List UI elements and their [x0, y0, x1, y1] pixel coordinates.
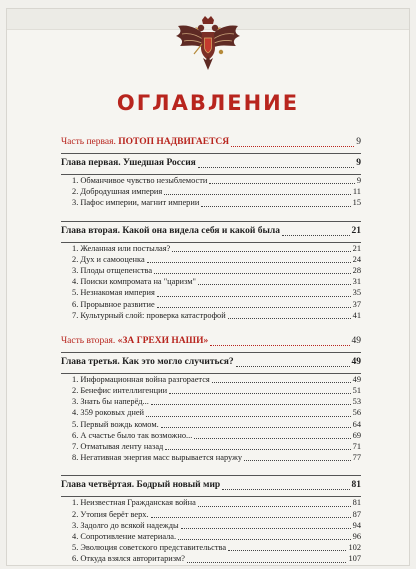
leader-dots [172, 250, 350, 252]
toc-item[interactable] [61, 198, 361, 209]
page-title: ОГЛАВЛЕНИЕ [116, 91, 300, 115]
toc-item[interactable] [61, 300, 361, 311]
item-label: 6. А счастье было так возможно... [72, 430, 193, 440]
page-number: 49 [351, 356, 361, 367]
leader-dots [187, 561, 346, 563]
page-number: 9 [356, 158, 361, 168]
item-label: 1. Желанная или постылая? [72, 243, 171, 253]
item-label: 3. Плоды отщепенства [72, 265, 153, 275]
item-label: 1. Информационная война разгорается [72, 374, 210, 384]
leader-dots [146, 415, 351, 417]
chapter-title: Глава четвёртая. Бодрый новый мир [61, 480, 221, 491]
toc-chapter[interactable] [61, 357, 361, 370]
page [6, 8, 410, 566]
toc-item[interactable] [61, 543, 361, 554]
double-headed-eagle-icon [172, 14, 244, 76]
leader-dots [178, 538, 351, 540]
page-number: 28 [352, 265, 361, 275]
chapter-rule [61, 242, 361, 243]
chapter-title: Глава первая. Ушедшая Россия [61, 158, 196, 168]
toc-chapter[interactable] [61, 226, 361, 239]
part-prefix: Часть первая. [61, 137, 116, 147]
leader-dots [282, 234, 349, 236]
page-number: 102 [348, 543, 361, 553]
leader-dots [228, 317, 351, 319]
page-number: 71 [352, 442, 361, 451]
toc-item[interactable] [61, 255, 361, 266]
toc-item[interactable] [61, 431, 361, 442]
toc-item[interactable] [61, 498, 361, 509]
leader-dots [154, 272, 351, 274]
page-number: 49 [351, 335, 361, 346]
page-number: 9 [356, 176, 361, 185]
item-label: 2. Утопия берёт верх. [72, 509, 149, 519]
chapter-title: Глава третья. Как это могло случиться? [61, 356, 234, 367]
page-number: 81 [352, 498, 361, 508]
page-number: 15 [352, 198, 361, 208]
leader-dots [164, 193, 351, 195]
page-number: 41 [352, 310, 361, 320]
toc-item[interactable] [61, 266, 361, 277]
toc-chapter[interactable] [61, 480, 361, 493]
toc-item[interactable] [61, 386, 361, 397]
section-rule [61, 153, 361, 154]
toc-item[interactable] [61, 453, 361, 464]
section-rule [61, 221, 361, 222]
item-label: 6. Откуда взялся авторитаризм? [72, 554, 185, 564]
item-label: 5. Эволюция советского представительства [72, 543, 227, 553]
page-number: 81 [351, 480, 361, 491]
leader-dots [157, 295, 351, 297]
leader-dots [151, 516, 351, 518]
page-number: 49 [352, 374, 361, 384]
leader-dots [209, 182, 354, 184]
leader-dots [236, 365, 350, 367]
chapter-gap [61, 464, 361, 472]
toc-item[interactable] [61, 397, 361, 408]
leader-dots [222, 488, 349, 490]
toc-item[interactable] [61, 521, 361, 532]
item-label: 8. Негативная энергия масс вырывается наружу [72, 453, 243, 463]
item-label: 3. Знать бы наперёд... [72, 397, 149, 407]
page-number: 31 [352, 277, 361, 287]
toc-item[interactable] [61, 408, 361, 419]
leader-dots [231, 145, 354, 147]
toc-item[interactable] [61, 244, 361, 255]
leader-dots [147, 261, 351, 263]
chapter-gap [61, 210, 361, 218]
chapter-rule [61, 174, 361, 175]
page-number: 11 [352, 187, 361, 197]
leader-dots [161, 426, 351, 428]
toc-item[interactable] [61, 176, 361, 187]
page-number: 37 [352, 299, 361, 309]
chapter-rule [61, 373, 361, 374]
toc-item[interactable] [61, 442, 361, 453]
toc-item[interactable] [61, 375, 361, 386]
item-label: 1. Неизвестная Гражданская война [72, 498, 196, 508]
part-label [61, 137, 229, 147]
part-label [61, 336, 208, 346]
page-number: 56 [352, 408, 361, 418]
page-number: 24 [352, 254, 361, 264]
toc-item[interactable] [61, 510, 361, 521]
item-label: 1. Обманчивое чувство незыблемости [72, 176, 208, 185]
leader-dots [181, 527, 351, 529]
leader-dots [210, 344, 349, 346]
leader-dots [201, 205, 350, 207]
page-number: 87 [352, 509, 361, 519]
item-label: 2. Добродушная империя [72, 187, 163, 197]
leader-dots [157, 306, 351, 308]
section-gap [61, 322, 361, 330]
item-label: 7. Культурный слой: проверка катастрофой [72, 310, 226, 320]
page-number: 94 [352, 520, 361, 530]
chapter-title: Глава вторая. Какой она видела себя и какой была [61, 225, 281, 236]
page-number: 96 [352, 531, 361, 541]
section-rule [61, 475, 361, 476]
page-number: 53 [352, 397, 361, 407]
page-number: 35 [352, 288, 361, 298]
page-number: 21 [351, 225, 361, 236]
item-label: 4. Сопротивление материала. [72, 531, 177, 541]
page-number: 9 [356, 137, 361, 147]
toc-item[interactable] [61, 288, 361, 299]
item-label: 4. Поиски компромата на "царизм" [72, 277, 196, 287]
item-label: 2. Бенефис интеллигенции [72, 386, 168, 396]
leader-dots [198, 166, 354, 168]
page-number: 69 [352, 430, 361, 440]
toc-item[interactable] [61, 311, 361, 322]
page-number: 107 [348, 554, 361, 564]
toc-item[interactable] [61, 554, 361, 565]
leader-dots [212, 381, 351, 383]
item-label: 7. Отматывая ленту назад [72, 442, 164, 451]
toc-part[interactable] [61, 336, 361, 349]
section-rule [61, 352, 361, 353]
leader-dots [198, 505, 351, 507]
toc-item[interactable] [61, 420, 361, 431]
table-of-contents [61, 131, 361, 566]
leader-dots [198, 283, 351, 285]
leader-dots [169, 392, 351, 394]
page-number: 77 [352, 453, 361, 463]
toc-item[interactable] [61, 187, 361, 198]
toc-chapter[interactable] [61, 158, 361, 171]
part-name: ПОТОП НАДВИГАЕТСЯ [118, 137, 230, 147]
item-label: 5. Первый вождь комом. [72, 419, 159, 429]
leader-dots [165, 448, 350, 450]
item-label: 3. Пафос империи, магнит империи [72, 198, 200, 208]
chapter-rule [61, 496, 361, 497]
item-label: 4. 359 роковых дней [72, 408, 145, 418]
toc-part[interactable] [61, 137, 361, 150]
page-number: 21 [352, 243, 361, 253]
leader-dots [228, 549, 346, 551]
leader-dots [194, 437, 350, 439]
page-number: 64 [352, 419, 361, 429]
leader-dots [151, 403, 351, 405]
toc-item[interactable] [61, 532, 361, 543]
part-prefix: Часть вторая. [61, 335, 116, 346]
leader-dots [244, 459, 351, 461]
item-label: 5. Незнакомая империя [72, 288, 155, 298]
item-label: 3. Задолго до всякой надежды [72, 520, 179, 530]
page-number: 51 [352, 386, 361, 396]
item-label: 2. Дух и самооценка [72, 254, 145, 264]
item-label: 6. Прорывное развитие [72, 299, 155, 309]
part-name: «ЗА ГРЕХИ НАШИ» [117, 335, 209, 346]
toc-item[interactable] [61, 277, 361, 288]
